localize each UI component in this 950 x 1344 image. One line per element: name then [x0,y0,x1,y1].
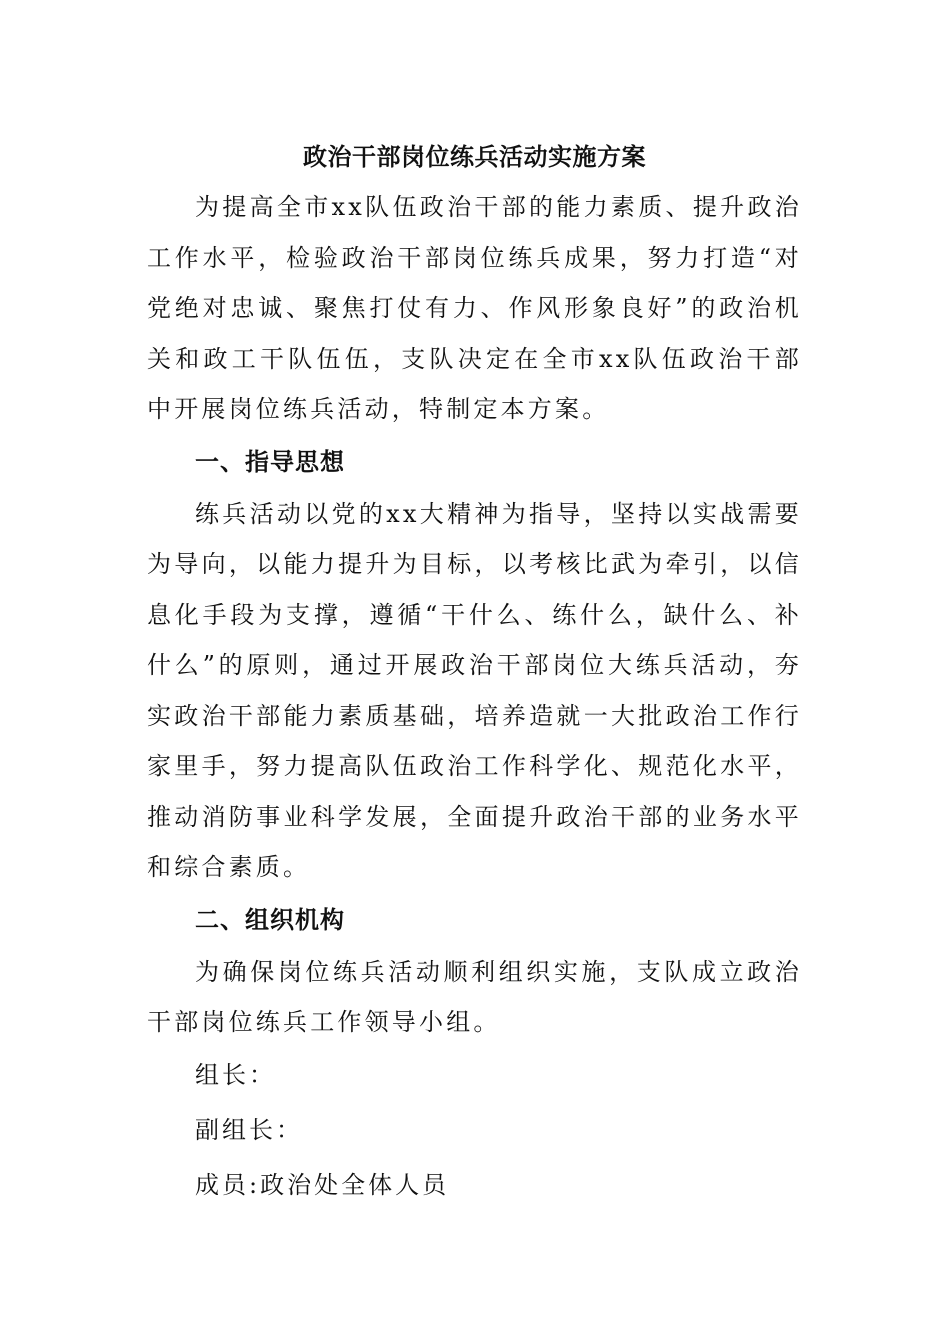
leader-line: 组长： [195,1060,276,1089]
organization-paragraph: 为确保岗位练兵活动顺利组织实施，支队成立政治干部岗位练兵工作领导小组。 [147,957,802,1036]
deputy-leader-line: 副组长： [195,1115,303,1144]
guiding-thought-paragraph: 练兵活动以党的xx大精神为指导，坚持以实战需要为导向，以能力提升为目标，以考核比武为牵引，以信息化手段为支撑，遵循“干什么、练什么，缺什么、补什么”的原则，通过开展政治干部岗位大练兵活动，夯实政治干部能力素质基础，培养造就一大批政治工作行家里手，努力提高队伍政治工作科学化、规范化水平，推动消防事业科学发展，全面提升政治干部的业务水平和综合素质。 [147,499,802,881]
section-heading-guiding-thought: 一、指导思想 [195,447,345,476]
intro-paragraph: 为提高全市xx队伍政治干部的能力素质、提升政治工作水平，检验政治干部岗位练兵成果，努力打造“对党绝对忠诚、聚焦打仗有力、作风形象良好”的政治机关和政工干队伍伍，支队决定在全市xx队伍政治干部中开展岗位练兵活动，特制定本方案。 [147,193,802,423]
document-body [147,132,802,1213]
section-heading-organization: 二、组织机构 [195,905,345,934]
members-line: 成员:政治处全体人员 [195,1170,450,1199]
document-title: 政治干部岗位练兵活动实施方案 [303,143,646,171]
